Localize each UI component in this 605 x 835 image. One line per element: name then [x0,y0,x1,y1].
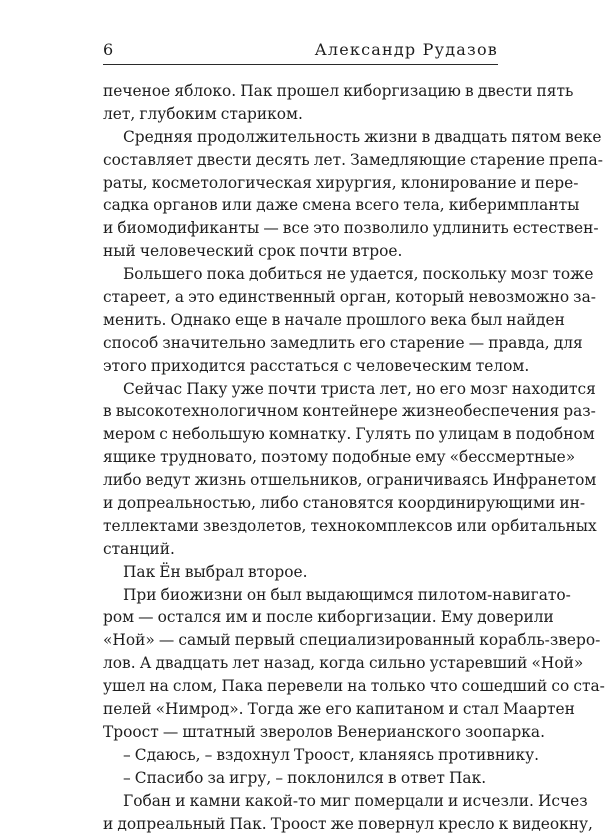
text-line: Средняя продолжительность жизни в двадцать пятом веке [103,126,498,149]
text-line: ный человеческий срок почти втрое. [103,240,498,263]
text-line: – Сдаюсь, – вздохнул Троост, кланяясь противнику. [103,744,498,767]
text-line: стареет, а это единственный орган, который невозможно за- [103,286,498,309]
text-line: в высокотехнологичном контейнере жизнеобеспечения раз- [103,400,498,423]
text-line: и допреальностью, либо становятся координирующими ин- [103,492,498,515]
text-line: ящике трудновато, поэтому подобные ему «бессмертные» [103,446,498,469]
text-line: раты, косметологическая хирургия, клонирование и пере- [103,172,498,195]
text-line: менить. Однако еще в начале прошлого века был найден [103,309,498,332]
text-line: способ значительно замедлить его старение — правда, для [103,332,498,355]
text-line: «Ной» — самый первый специализированный корабль-зверо- [103,629,498,652]
text-line: составляет двести десять лет. Замедляющие старение препа- [103,149,498,172]
text-line: – Спасибо за игру, – поклонился в ответ Пак. [103,767,498,790]
text-line: ром — остался им и после киборгизации. Ему доверили [103,606,498,629]
running-title: Александр Рудазов [315,40,498,59]
text-line: Большего пока добиться не удается, поскольку мозг тоже [103,263,498,286]
text-line: и биомодификанты — все это позволило удлинить естествен- [103,217,498,240]
text-line: мером с небольшую комнатку. Гулять по улицам в подобном [103,423,498,446]
text-line: и допреальный Пак. Троост же повернул кресло к видеокну, [103,813,498,835]
text-line: Гобан и камни какой-то миг померцали и исчезли. Исчез [103,790,498,813]
page-number: 6 [103,40,114,59]
text-line: Сейчас Паку уже почти триста лет, но его мозг находится [103,378,498,401]
text-line: станций. [103,538,498,561]
text-line: лов. А двадцать лет назад, когда сильно устаревший «Ной» [103,652,498,675]
text-line: этого приходится расстаться с человеческим телом. [103,355,498,378]
text-line: либо ведут жизнь отшельников, ограничиваясь Инфранетом [103,469,498,492]
text-line: пелей «Нимрод». Тогда же его капитаном и стал Маартен [103,698,498,721]
running-header [103,38,498,65]
text-line: Пак Ён выбрал второе. [103,561,498,584]
text-line: При биожизни он был выдающимся пилотом-навигато- [103,584,498,607]
text-line: печеное яблоко. Пак прошел киборгизацию в двести пять [103,80,498,103]
text-line: теллектами звездолетов, технокомплексов или орбитальных [103,515,498,538]
text-line: Троост — штатный зверолов Венерианского зоопарка. [103,721,498,744]
body-text [103,80,498,835]
text-line: садка органов или даже смена всего тела, киберимпланты [103,194,498,217]
text-line: ушел на слом, Пака перевели на только что сошедший со ста- [103,675,498,698]
text-line: лет, глубоким стариком. [103,103,498,126]
